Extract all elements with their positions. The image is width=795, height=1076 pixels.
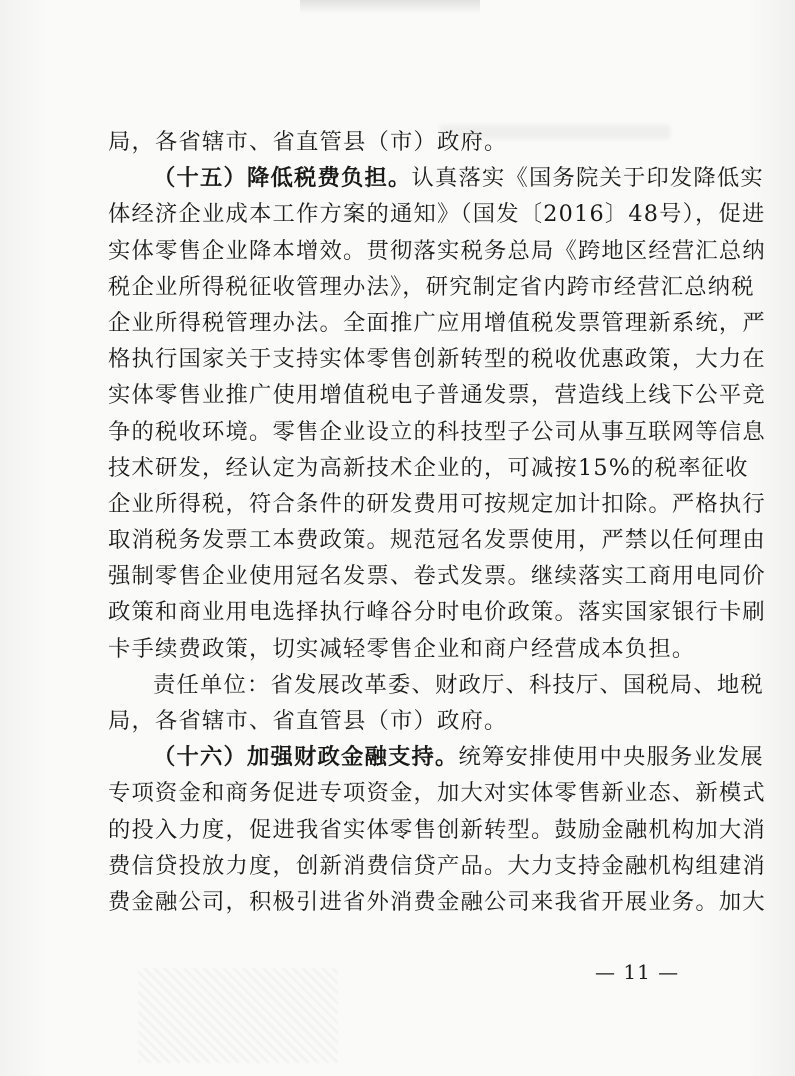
text-line: 费信贷投放力度，创新消费信贷产品。大力支持金融机构组建消 bbox=[108, 852, 766, 879]
scan-bleed-mark bbox=[300, 0, 480, 14]
page-number: — 11 — bbox=[595, 960, 680, 984]
text-line: 格执行国家关于支持实体零售创新转型的税收优惠政策，大力在 bbox=[108, 346, 766, 373]
text-line: 技术研发，经认定为高新技术企业的，可减按15%的税率征收 bbox=[108, 454, 749, 481]
text-line: 责任单位：省发展改革委、财政厅、科技厅、国税局、地税 bbox=[153, 671, 764, 698]
section-heading: （十六）加强财政金融支持。 bbox=[153, 744, 459, 771]
text-line: 税企业所得税征收管理办法》，研究制定省内跨市经营汇总纳税 bbox=[108, 273, 755, 300]
text-line: 争的税收环境。零售企业设立的科技型子公司从事互联网等信息 bbox=[108, 418, 766, 445]
text-line: 强制零售企业使用冠名发票、卷式发票。继续落实工商用电同价 bbox=[108, 563, 766, 590]
text-line: 政策和商业用电选择执行峰谷分时电价政策。落实国家银行卡刷 bbox=[108, 599, 766, 626]
text-line: 专项资金和商务促进专项资金，加大对实体零售新业态、新模式 bbox=[108, 780, 766, 807]
text-line: 实体零售业推广使用增值税电子普通发票，营造线上线下公平竞 bbox=[108, 382, 766, 409]
text-line: 的投入力度，促进我省实体零售创新转型。鼓励金融机构加大消 bbox=[108, 816, 766, 843]
faded-stamp-mark bbox=[138, 968, 338, 1063]
section-16-line: （十六）加强财政金融支持。统筹安排使用中央服务业发展 bbox=[153, 744, 764, 771]
text-line: 费金融公司，积极引进省外消费金融公司来我省开展业务。加大 bbox=[108, 888, 766, 915]
text-line: 取消税务发票工本费政策。规范冠名发票使用，严禁以任何理由 bbox=[108, 527, 766, 554]
text-line: 卡手续费政策，切实减轻零售企业和商户经营成本负担。 bbox=[108, 635, 696, 662]
text-line: 局，各省辖市、省直管县（市）政府。 bbox=[108, 129, 508, 155]
text-line: 体经济企业成本工作方案的通知》（国发〔2016〕48号），促进 bbox=[108, 201, 766, 228]
section-15-line: （十五）降低税费负担。认真落实《国务院关于印发降低实 bbox=[153, 165, 764, 192]
text-line: 实体零售企业降本增效。贯彻落实税务总局《跨地区经营汇总纳 bbox=[108, 237, 766, 264]
text-line: 企业所得税管理办法。全面推广应用增值税发票管理新系统，严 bbox=[108, 309, 766, 336]
text-line: 企业所得税，符合条件的研发费用可按规定加计扣除。严格执行 bbox=[108, 490, 766, 517]
body-text bbox=[108, 124, 766, 920]
text-line: 局，各省辖市、省直管县（市）政府。 bbox=[108, 708, 508, 734]
section-heading: （十五）降低税费负担。 bbox=[153, 165, 412, 192]
